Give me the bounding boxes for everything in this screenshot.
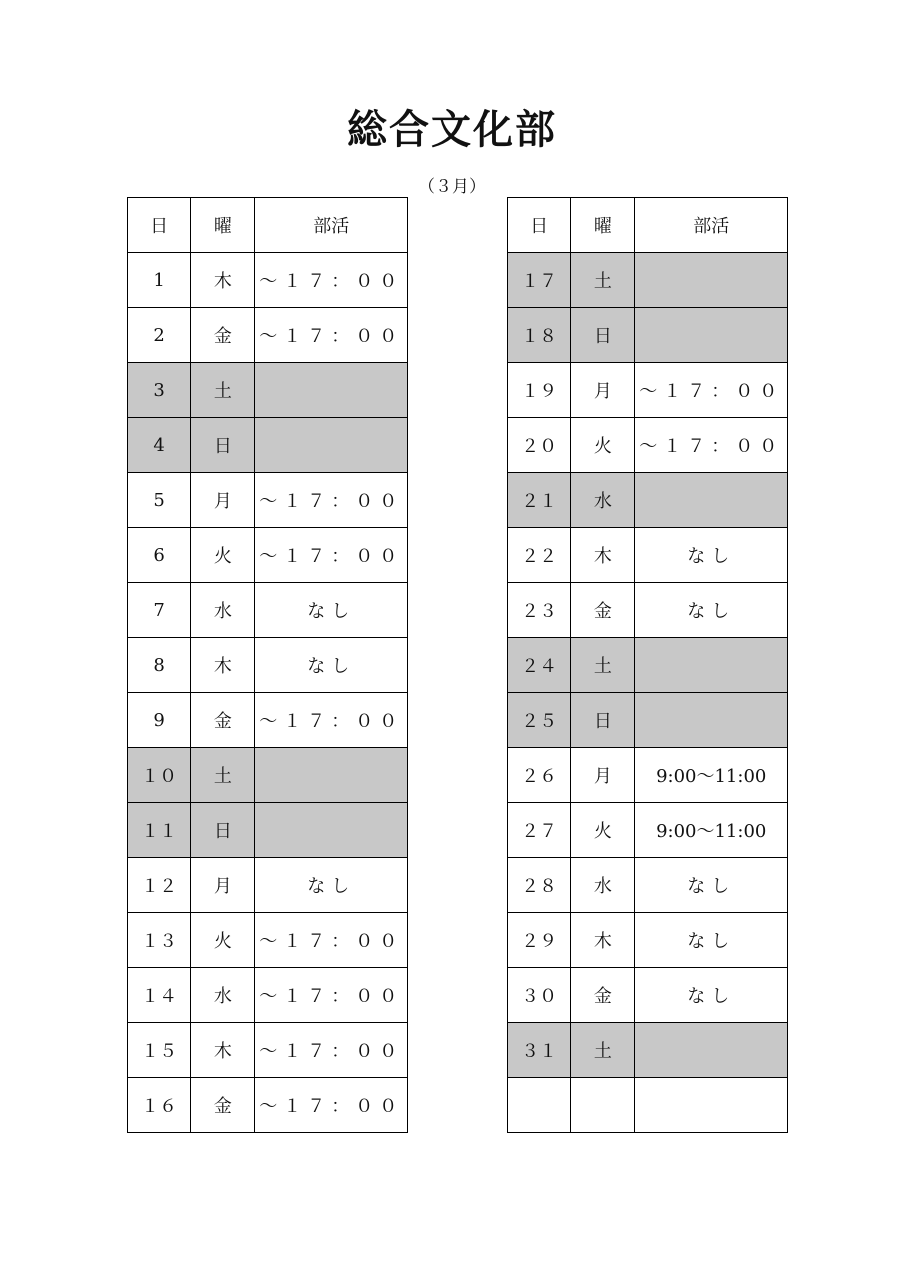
day-cell: 9: [128, 693, 191, 748]
weekday-cell: 土: [191, 363, 255, 418]
weekday-cell: 金: [191, 693, 255, 748]
weekday-cell: 火: [191, 913, 255, 968]
activity-cell: ～１７：００: [255, 528, 408, 583]
day-cell: １３: [128, 913, 191, 968]
table-row: [508, 473, 788, 528]
day-cell: ２４: [508, 638, 571, 693]
weekday-cell: 金: [571, 968, 635, 1023]
day-cell: １２: [128, 858, 191, 913]
activity-cell: ～１７：００: [255, 968, 408, 1023]
weekday-cell: 水: [571, 473, 635, 528]
weekday-cell: 日: [191, 803, 255, 858]
table-row: [128, 913, 408, 968]
table-row: [508, 968, 788, 1023]
day-cell: 1: [128, 253, 191, 308]
table-row: [508, 803, 788, 858]
activity-cell: [635, 1078, 788, 1133]
table-row: [508, 418, 788, 473]
day-cell: ２７: [508, 803, 571, 858]
table-row: [128, 528, 408, 583]
activity-cell: [635, 638, 788, 693]
weekday-cell: 月: [571, 748, 635, 803]
weekday-cell: 土: [191, 748, 255, 803]
table-row: [128, 858, 408, 913]
table-row: [128, 638, 408, 693]
weekday-cell: 木: [571, 913, 635, 968]
weekday-cell: 土: [571, 253, 635, 308]
day-cell: ２９: [508, 913, 571, 968]
weekday-cell: 日: [571, 693, 635, 748]
day-cell: ２６: [508, 748, 571, 803]
activity-cell: [635, 253, 788, 308]
day-cell: １８: [508, 308, 571, 363]
weekday-cell: 金: [191, 308, 255, 363]
table-row: [128, 473, 408, 528]
header-weekday: 曜: [191, 198, 255, 253]
activity-cell: ～１７：００: [255, 308, 408, 363]
activity-cell: なし: [635, 528, 788, 583]
page-title: 総合文化部: [347, 106, 557, 153]
activity-cell: [255, 363, 408, 418]
activity-cell: なし: [635, 858, 788, 913]
month-subtitle: （３月）: [418, 177, 486, 197]
weekday-cell: 火: [191, 528, 255, 583]
day-cell: 6: [128, 528, 191, 583]
weekday-cell: 木: [571, 528, 635, 583]
activity-cell: なし: [255, 583, 408, 638]
day-cell: ３０: [508, 968, 571, 1023]
table-row: [128, 363, 408, 418]
table-row: [128, 583, 408, 638]
header-day: 日: [128, 198, 191, 253]
activity-cell: ～１７：００: [635, 363, 788, 418]
day-cell: １９: [508, 363, 571, 418]
table-row: [128, 308, 408, 363]
table-row: [508, 638, 788, 693]
day-cell: １０: [128, 748, 191, 803]
day-cell: １５: [128, 1023, 191, 1078]
table-row: [128, 253, 408, 308]
weekday-cell: 月: [571, 363, 635, 418]
schedule-table-right: [507, 197, 788, 1133]
table-row: [508, 363, 788, 418]
weekday-cell: 土: [571, 1023, 635, 1078]
activity-cell: [635, 308, 788, 363]
header-row: [128, 198, 408, 253]
activity-cell: [635, 473, 788, 528]
weekday-cell: 金: [571, 583, 635, 638]
day-cell: １４: [128, 968, 191, 1023]
table-row: [128, 1078, 408, 1133]
weekday-cell: 木: [191, 1023, 255, 1078]
table-row: [508, 528, 788, 583]
weekday-cell: 火: [571, 803, 635, 858]
weekday-cell: 火: [571, 418, 635, 473]
header-row: [508, 198, 788, 253]
table-row: [508, 253, 788, 308]
weekday-cell: 水: [191, 968, 255, 1023]
activity-cell: ～１７：００: [255, 913, 408, 968]
weekday-cell: 金: [191, 1078, 255, 1133]
activity-cell: [635, 1023, 788, 1078]
header-activity: 部活: [255, 198, 408, 253]
day-cell: ２０: [508, 418, 571, 473]
day-cell: ２８: [508, 858, 571, 913]
weekday-cell: 水: [191, 583, 255, 638]
day-cell: １７: [508, 253, 571, 308]
day-cell: 3: [128, 363, 191, 418]
table-row: [508, 693, 788, 748]
activity-cell: [255, 803, 408, 858]
activity-cell: ～１７：００: [255, 473, 408, 528]
activity-cell: なし: [635, 583, 788, 638]
weekday-cell: 月: [191, 858, 255, 913]
activity-cell: なし: [635, 913, 788, 968]
activity-cell: [255, 748, 408, 803]
header-day: 日: [508, 198, 571, 253]
day-cell: 8: [128, 638, 191, 693]
weekday-cell: 木: [191, 638, 255, 693]
activity-cell: なし: [255, 638, 408, 693]
day-cell: 4: [128, 418, 191, 473]
activity-cell: ～１７：００: [255, 693, 408, 748]
weekday-cell: 日: [191, 418, 255, 473]
table-row: [128, 1023, 408, 1078]
weekday-cell: 日: [571, 308, 635, 363]
activity-cell: ～１７：００: [255, 253, 408, 308]
day-cell: 2: [128, 308, 191, 363]
day-cell: [508, 1078, 571, 1133]
activity-cell: 9:00～11:00: [635, 748, 788, 803]
day-cell: ２２: [508, 528, 571, 583]
table-row: [128, 693, 408, 748]
weekday-cell: 木: [191, 253, 255, 308]
day-cell: ２１: [508, 473, 571, 528]
day-cell: ２３: [508, 583, 571, 638]
table-row: [508, 1023, 788, 1078]
table-row: [508, 308, 788, 363]
day-cell: １６: [128, 1078, 191, 1133]
table-row: [128, 418, 408, 473]
day-cell: １１: [128, 803, 191, 858]
weekday-cell: 水: [571, 858, 635, 913]
table-row: [508, 913, 788, 968]
schedule-table-left: [127, 197, 408, 1133]
header-activity: 部活: [635, 198, 788, 253]
table-row: [508, 583, 788, 638]
activity-cell: ～１７：００: [255, 1023, 408, 1078]
table-row: [508, 858, 788, 913]
table-row: [128, 803, 408, 858]
table-row: [128, 968, 408, 1023]
day-cell: ２５: [508, 693, 571, 748]
activity-cell: 9:00～11:00: [635, 803, 788, 858]
day-cell: 5: [128, 473, 191, 528]
table-row: [128, 748, 408, 803]
table-row: [508, 748, 788, 803]
activity-cell: ～１７：００: [255, 1078, 408, 1133]
table-row: [508, 1078, 788, 1133]
activity-cell: ～１７：００: [635, 418, 788, 473]
activity-cell: なし: [255, 858, 408, 913]
activity-cell: [635, 693, 788, 748]
activity-cell: なし: [635, 968, 788, 1023]
day-cell: ３１: [508, 1023, 571, 1078]
weekday-cell: [571, 1078, 635, 1133]
header-weekday: 曜: [571, 198, 635, 253]
weekday-cell: 月: [191, 473, 255, 528]
day-cell: 7: [128, 583, 191, 638]
weekday-cell: 土: [571, 638, 635, 693]
activity-cell: [255, 418, 408, 473]
